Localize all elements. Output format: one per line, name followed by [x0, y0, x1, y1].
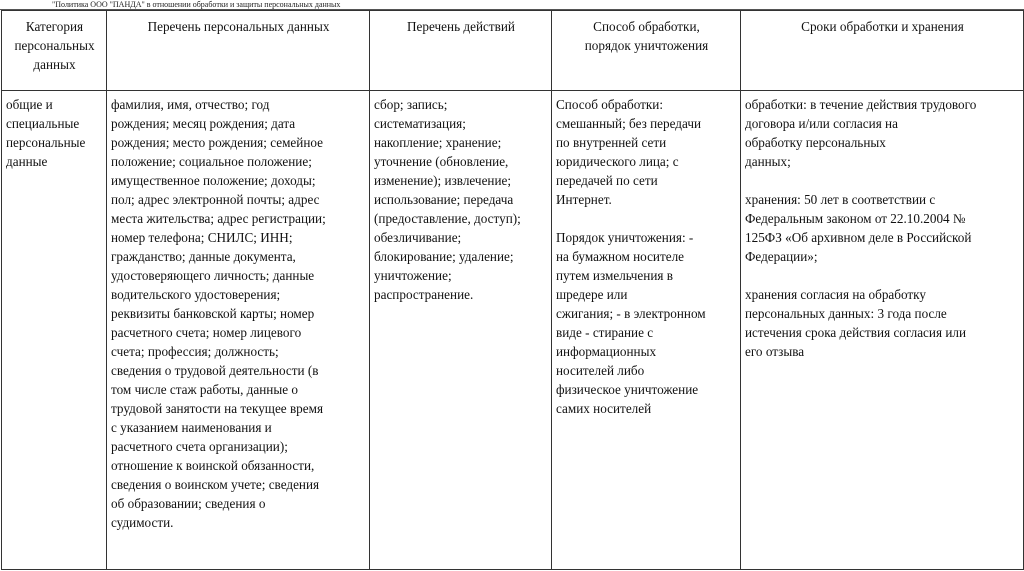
header-personal-data-list: Перечень персональных данных: [107, 11, 370, 91]
table-header-row: [2, 11, 1024, 91]
cell-category: общие и специальные персональные данные: [2, 91, 107, 570]
cell-personal-data: фамилия, имя, отчество; год рождения; месяц рождения; дата рождения; место рождения; семейное положение; социальное положение; имущественное положение; доходы; пол; адрес электронной почты; адрес места жительства; адрес регистрации; номер телефона; СНИЛС; ИНН; гражданство; данные документа, удостоверяющего личность; данные водительского удостоверения; реквизиты банковской карты; номер расчетного счета; номер лицевого счета; профессия; должность; сведения о трудовой деятельности (в том числе стаж работы, данные о трудовой занятости на текущее время с указанием наименования и расчетного счета организации); отношение к воинской обязанности, сведения о воинском учете; сведения об образовании; сведения о судимости.: [107, 91, 370, 570]
cell-method: Способ обработки: смешанный; без передачи по внутренней сети юридического лица; с передачей по сети Интернет. Порядок уничтожения: - на бумажном носителе путем измельчения в шредере или сжигания; - в электронном виде - стирание с информационных носителей либо физическое уничтожение самих носителей: [552, 91, 741, 570]
header-processing-method: Способ обработки, порядок уничтожения: [552, 11, 741, 91]
header-category: Категория персональных данных: [2, 11, 107, 91]
header-actions-list: Перечень действий: [370, 11, 552, 91]
table-row: [2, 91, 1024, 570]
personal-data-table: [1, 10, 1024, 570]
cell-actions: сбор; запись; систематизация; накопление; хранение; уточнение (обновление, изменение); извлечение; использование; передача (предоставление, доступ); обезличивание; блокирование; удаление; уничтожение; распространение.: [370, 91, 552, 570]
document-header-note: "Политика ООО "ПАНДА" в отношении обработки и защиты персональных данных: [52, 0, 341, 9]
header-processing-terms: Сроки обработки и хранения: [741, 11, 1024, 91]
cell-terms: обработки: в течение действия трудового договора и/или согласия на обработку персональных данных; хранения: 50 лет в соответствии с Федеральным законом от 22.10.2004 № 125ФЗ «Об архивном деле в Российской Федерации»; хранения согласия на обработку персональных данных: 3 года после истечения срока действия согласия или его отзыва: [741, 91, 1024, 570]
